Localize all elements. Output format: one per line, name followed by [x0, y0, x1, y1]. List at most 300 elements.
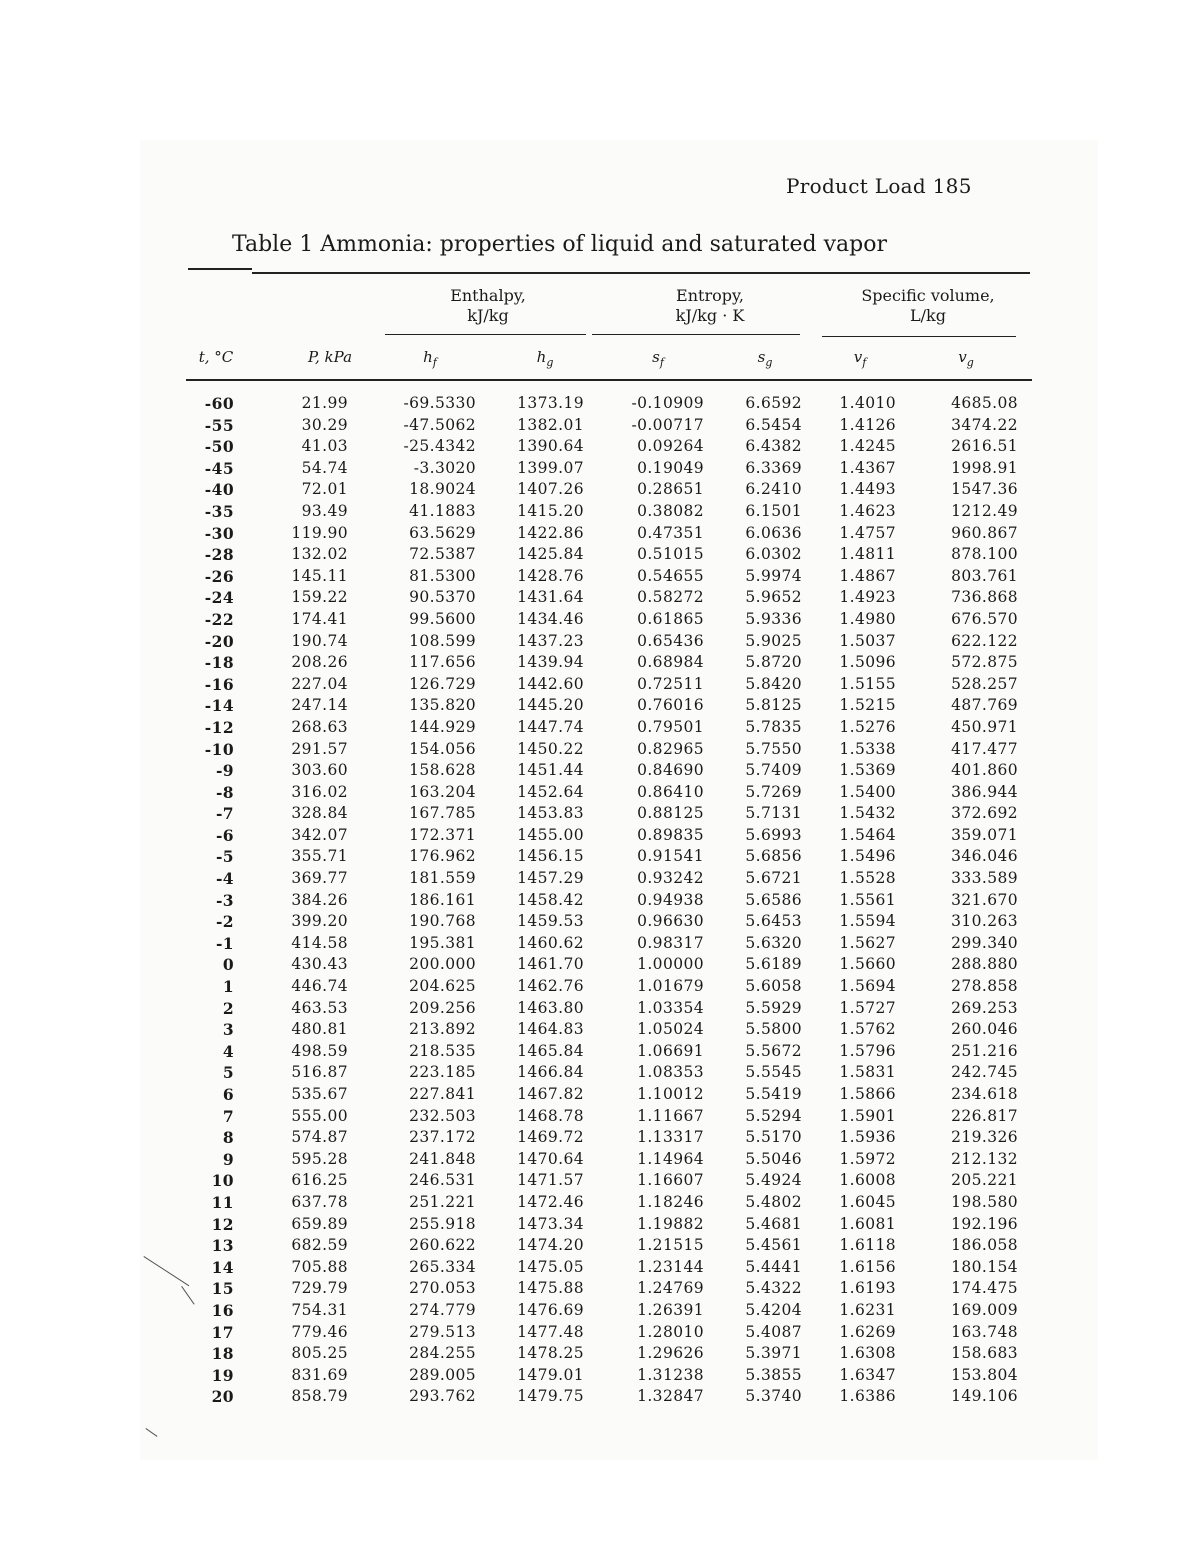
vg-cell: 572.875: [951, 653, 1018, 672]
vf-cell: 1.5155: [839, 674, 896, 693]
hg-cell: 1456.15: [517, 847, 584, 866]
hg-cell: 1477.48: [517, 1322, 584, 1341]
col-sf-subscript: f: [659, 356, 664, 369]
hg-cell: 1466.84: [517, 1063, 584, 1082]
vg-cell: 212.132: [951, 1149, 1018, 1168]
sf-cell: 1.23144: [637, 1257, 704, 1276]
vf-cell: 1.4245: [839, 437, 896, 456]
hg-cell: 1474.20: [517, 1236, 584, 1255]
sf-cell: 0.91541: [637, 847, 704, 866]
vf-cell: 1.6347: [839, 1365, 896, 1384]
table-row: [0, 782, 1200, 804]
vg-cell: 269.253: [951, 998, 1018, 1017]
temperature-cell: -1: [215, 933, 234, 953]
vg-cell: 198.580: [951, 1192, 1018, 1211]
sg-cell: 5.8720: [745, 653, 802, 672]
temperature-cell: -60: [204, 394, 234, 413]
temperature-cell: 10: [211, 1171, 234, 1191]
top-rule-short: [188, 268, 252, 270]
enthalpy-header-unit: kJ/kg: [467, 306, 509, 325]
running-head: Product Load 185: [786, 174, 972, 198]
sf-cell: 0.38082: [637, 501, 704, 520]
sf-cell: 0.58272: [637, 588, 704, 607]
temperature-cell: 1: [222, 977, 234, 997]
sg-cell: 5.7409: [745, 761, 802, 780]
sf-cell: -0.00717: [631, 415, 704, 434]
vf-cell: 1.5464: [839, 825, 896, 844]
pressure-cell: 779.46: [291, 1322, 348, 1341]
sg-cell: 6.3369: [745, 458, 802, 477]
vg-cell: 180.154: [951, 1257, 1018, 1276]
sg-cell: 6.4382: [745, 437, 802, 456]
pressure-cell: 268.63: [291, 717, 348, 736]
vg-cell: 3474.22: [951, 415, 1018, 434]
hf-cell: 246.531: [409, 1171, 476, 1190]
vg-cell: 386.944: [951, 782, 1018, 801]
table-row: [0, 1149, 1200, 1171]
sf-cell: 0.84690: [637, 761, 704, 780]
sf-cell: 0.65436: [637, 631, 704, 650]
vf-cell: 1.6081: [839, 1214, 896, 1233]
vg-cell: 2616.51: [951, 437, 1018, 456]
vg-cell: 4685.08: [951, 394, 1018, 412]
sf-cell: 1.10012: [637, 1085, 704, 1103]
vf-cell: 1.5037: [839, 631, 896, 650]
hg-cell: 1479.01: [517, 1365, 584, 1384]
vf-cell: 1.4623: [839, 501, 896, 520]
temperature-cell: 8: [222, 1128, 234, 1148]
enthalpy-header-name: Enthalpy,: [450, 286, 526, 305]
hf-cell: 90.5370: [409, 588, 476, 607]
table-row: [0, 523, 1200, 545]
entropy-rule: [592, 334, 800, 335]
hg-cell: 1415.20: [517, 501, 584, 520]
temperature-cell: -4: [215, 869, 234, 889]
table-row: [0, 1322, 1200, 1344]
hg-cell: 1453.83: [517, 804, 584, 823]
pressure-cell: 369.77: [291, 869, 348, 888]
temperature-cell: 17: [211, 1322, 234, 1342]
vg-cell: 242.745: [951, 1063, 1018, 1082]
sg-cell: 5.4087: [745, 1322, 802, 1341]
specific-volume-header: [828, 286, 1028, 326]
temperature-cell: -30: [204, 523, 234, 543]
vf-cell: 1.4126: [839, 415, 896, 434]
vf-cell: 1.6156: [839, 1257, 896, 1276]
sg-cell: 5.7835: [745, 717, 802, 736]
vf-cell: 1.5338: [839, 739, 896, 758]
vf-cell: 1.6045: [839, 1192, 896, 1211]
pressure-cell: 208.26: [291, 653, 348, 672]
hf-cell: 218.535: [409, 1041, 476, 1060]
vg-cell: 622.122: [951, 631, 1018, 650]
table-row: [0, 954, 1200, 976]
vg-cell: 288.880: [951, 955, 1018, 974]
hf-cell: 144.929: [409, 717, 476, 736]
pressure-cell: 227.04: [291, 674, 348, 693]
sg-cell: 5.4204: [745, 1300, 802, 1319]
vf-cell: 1.4923: [839, 588, 896, 607]
vg-cell: 1212.49: [951, 501, 1018, 520]
sf-cell: 0.94938: [637, 890, 704, 909]
sg-cell: 5.4561: [745, 1236, 802, 1255]
vf-cell: 1.5866: [839, 1085, 896, 1103]
vf-cell: 1.5496: [839, 847, 896, 866]
hf-cell: 223.185: [409, 1063, 476, 1082]
vf-cell: 1.5594: [839, 912, 896, 931]
pressure-cell: 21.99: [301, 394, 348, 412]
table-row: [0, 1127, 1200, 1149]
pressure-cell: 119.90: [291, 523, 348, 542]
entropy-header-unit: kJ/kg · K: [675, 306, 745, 325]
pressure-cell: 480.81: [291, 1020, 348, 1039]
col-vf: [830, 348, 890, 369]
table-row: [0, 393, 1200, 415]
table-row: [0, 803, 1200, 825]
vg-cell: 417.477: [951, 739, 1018, 758]
sf-cell: 1.19882: [637, 1214, 704, 1233]
sf-cell: 0.28651: [637, 480, 704, 499]
pressure-cell: 682.59: [291, 1236, 348, 1255]
hf-cell: 181.559: [409, 869, 476, 888]
hf-cell: -3.3020: [413, 458, 476, 477]
sf-cell: 0.47351: [637, 523, 704, 542]
sf-cell: 1.26391: [637, 1300, 704, 1319]
pressure-cell: 498.59: [291, 1041, 348, 1060]
table-row: [0, 760, 1200, 782]
temperature-cell: 11: [211, 1192, 234, 1212]
hg-cell: 1475.88: [517, 1279, 584, 1298]
vg-cell: 310.263: [951, 912, 1018, 931]
hg-cell: 1470.64: [517, 1149, 584, 1168]
sg-cell: 5.6320: [745, 933, 802, 952]
hf-cell: 251.221: [409, 1192, 476, 1211]
temperature-cell: 14: [211, 1257, 234, 1277]
table-row: [0, 587, 1200, 609]
temperature-cell: 15: [211, 1279, 234, 1299]
table-row: [0, 998, 1200, 1020]
vg-cell: 226.817: [951, 1106, 1018, 1125]
table-row: [0, 479, 1200, 501]
vf-cell: 1.5901: [839, 1106, 896, 1125]
hg-cell: 1461.70: [517, 955, 584, 974]
temperature-cell: -22: [204, 609, 234, 629]
vg-cell: 153.804: [951, 1365, 1018, 1384]
hf-cell: 289.005: [409, 1365, 476, 1384]
pressure-cell: 41.03: [301, 437, 348, 456]
hg-cell: 1478.25: [517, 1344, 584, 1363]
vg-cell: 736.868: [951, 588, 1018, 607]
vf-cell: 1.5831: [839, 1063, 896, 1082]
hf-cell: 260.622: [409, 1236, 476, 1255]
hf-cell: 108.599: [409, 631, 476, 650]
sg-cell: 6.1501: [745, 501, 802, 520]
hg-cell: 1422.86: [517, 523, 584, 542]
vf-cell: 1.5215: [839, 696, 896, 715]
temperature-cell: -55: [204, 415, 234, 435]
col-pressure: P, kPa: [307, 348, 353, 366]
table-row: [0, 868, 1200, 890]
temperature-cell: 20: [211, 1387, 234, 1407]
hg-cell: 1468.78: [517, 1106, 584, 1125]
vf-cell: 1.4367: [839, 458, 896, 477]
sg-cell: 5.6856: [745, 847, 802, 866]
vg-cell: 260.046: [951, 1020, 1018, 1039]
pressure-cell: 145.11: [291, 566, 348, 585]
temperature-cell: -40: [204, 480, 234, 500]
temperature-cell: 2: [222, 998, 234, 1018]
temperature-cell: 7: [222, 1106, 234, 1126]
sf-cell: 1.16607: [637, 1171, 704, 1190]
sf-cell: 1.29626: [637, 1344, 704, 1363]
table-row: [0, 1386, 1200, 1408]
table-row: [0, 1192, 1200, 1214]
vg-cell: 372.692: [951, 804, 1018, 823]
table-row: [0, 458, 1200, 480]
hg-cell: 1431.64: [517, 588, 584, 607]
hg-cell: 1462.76: [517, 977, 584, 996]
pressure-cell: 30.29: [301, 415, 348, 434]
hg-cell: 1452.64: [517, 782, 584, 801]
hg-cell: 1469.72: [517, 1128, 584, 1147]
hf-cell: 135.820: [409, 696, 476, 715]
sg-cell: 5.6721: [745, 869, 802, 888]
vg-cell: 163.748: [951, 1322, 1018, 1341]
table-row: [0, 933, 1200, 955]
temperature-cell: -9: [215, 761, 234, 781]
vg-cell: 333.589: [951, 869, 1018, 888]
temperature-cell: -3: [215, 890, 234, 910]
vf-cell: 1.6308: [839, 1344, 896, 1363]
hf-cell: 213.892: [409, 1020, 476, 1039]
vg-cell: 158.683: [951, 1344, 1018, 1363]
col-hf-symbol: h: [423, 348, 433, 366]
specific-volume-header-name: Specific volume,: [861, 286, 995, 305]
hg-cell: 1464.83: [517, 1020, 584, 1039]
vf-cell: 1.5432: [839, 804, 896, 823]
hg-cell: 1459.53: [517, 912, 584, 931]
hf-cell: 163.204: [409, 782, 476, 801]
sg-cell: 5.3971: [745, 1344, 802, 1363]
vf-cell: 1.4757: [839, 523, 896, 542]
temperature-cell: -5: [215, 847, 234, 867]
hf-cell: 265.334: [409, 1257, 476, 1276]
hf-cell: 279.513: [409, 1322, 476, 1341]
sf-cell: 0.61865: [637, 609, 704, 628]
temperature-cell: -14: [204, 696, 234, 716]
hf-cell: 186.161: [409, 890, 476, 909]
table-row: [0, 609, 1200, 631]
table-row: [0, 544, 1200, 566]
hf-cell: 284.255: [409, 1344, 476, 1363]
sg-cell: 5.5419: [745, 1085, 802, 1103]
sf-cell: 1.18246: [637, 1192, 704, 1211]
table-row: [0, 739, 1200, 761]
sg-cell: 5.6189: [745, 955, 802, 974]
temperature-cell: -18: [204, 653, 234, 673]
temperature-cell: -10: [204, 739, 234, 759]
hf-cell: 190.768: [409, 912, 476, 931]
hf-cell: 18.9024: [409, 480, 476, 499]
vf-cell: 1.4867: [839, 566, 896, 585]
pressure-cell: 555.00: [291, 1106, 348, 1125]
pressure-cell: 190.74: [291, 631, 348, 650]
table-row: [0, 1278, 1200, 1300]
pressure-cell: 535.67: [291, 1085, 348, 1103]
col-temperature: t, °C: [198, 348, 234, 366]
hf-cell: 270.053: [409, 1279, 476, 1298]
table-row: [0, 652, 1200, 674]
sg-cell: 5.5545: [745, 1063, 802, 1082]
vg-cell: 186.058: [951, 1236, 1018, 1255]
col-vf-subscript: f: [862, 356, 867, 369]
vf-cell: 1.5276: [839, 717, 896, 736]
sg-cell: 5.6058: [745, 977, 802, 996]
vg-cell: 149.106: [951, 1387, 1018, 1406]
vf-cell: 1.5400: [839, 782, 896, 801]
pressure-cell: 831.69: [291, 1365, 348, 1384]
sg-cell: 5.6453: [745, 912, 802, 931]
col-sg-subscript: g: [765, 356, 773, 369]
temperature-cell: -2: [215, 912, 234, 932]
hf-cell: -69.5330: [403, 394, 476, 412]
sg-cell: 5.6993: [745, 825, 802, 844]
hg-cell: 1437.23: [517, 631, 584, 650]
sf-cell: 0.96630: [637, 912, 704, 931]
pressure-cell: 858.79: [291, 1387, 348, 1406]
temperature-cell: -35: [204, 501, 234, 521]
temperature-cell: -26: [204, 566, 234, 586]
hg-cell: 1463.80: [517, 998, 584, 1017]
sf-cell: 1.05024: [637, 1020, 704, 1039]
vg-cell: 219.326: [951, 1128, 1018, 1147]
vg-cell: 346.046: [951, 847, 1018, 866]
hg-cell: 1455.00: [517, 825, 584, 844]
sf-cell: 0.89835: [637, 825, 704, 844]
table-row: [0, 674, 1200, 696]
table-title: Table 1 Ammonia: properties of liquid and saturated vapor: [232, 232, 887, 257]
sg-cell: 6.2410: [745, 480, 802, 499]
specific-volume-header-unit: L/kg: [910, 306, 946, 325]
col-sg: [735, 348, 795, 369]
vf-cell: 1.5694: [839, 977, 896, 996]
vg-cell: 234.618: [951, 1085, 1018, 1103]
hf-cell: 237.172: [409, 1128, 476, 1147]
specific-volume-rule: [822, 336, 1016, 337]
temperature-cell: 13: [211, 1236, 234, 1256]
entropy-header: [612, 286, 808, 326]
table-row: [0, 1019, 1200, 1041]
sg-cell: 5.3855: [745, 1365, 802, 1384]
temperature-cell: 18: [211, 1344, 234, 1364]
hf-cell: 176.962: [409, 847, 476, 866]
vg-cell: 878.100: [951, 545, 1018, 564]
sg-cell: 5.5294: [745, 1106, 802, 1125]
sg-cell: 6.0302: [745, 545, 802, 564]
hg-cell: 1390.64: [517, 437, 584, 456]
pressure-cell: 399.20: [291, 912, 348, 931]
vg-cell: 174.475: [951, 1279, 1018, 1298]
vf-cell: 1.6193: [839, 1279, 896, 1298]
sf-cell: 1.31238: [637, 1365, 704, 1384]
sf-cell: 0.93242: [637, 869, 704, 888]
pressure-cell: 247.14: [291, 696, 348, 715]
pressure-cell: 595.28: [291, 1149, 348, 1168]
hg-cell: 1458.42: [517, 890, 584, 909]
sf-cell: 0.79501: [637, 717, 704, 736]
vf-cell: 1.5561: [839, 890, 896, 909]
hf-cell: 232.503: [409, 1106, 476, 1125]
table-row: [0, 1084, 1200, 1106]
col-hg: [515, 348, 575, 369]
table-row: [0, 825, 1200, 847]
hf-cell: 172.371: [409, 825, 476, 844]
hg-cell: 1382.01: [517, 415, 584, 434]
vg-cell: 960.867: [951, 523, 1018, 542]
pressure-cell: 446.74: [291, 977, 348, 996]
hf-cell: 227.841: [409, 1085, 476, 1103]
temperature-cell: -6: [215, 825, 234, 845]
hf-cell: 117.656: [409, 653, 476, 672]
vf-cell: 1.6269: [839, 1322, 896, 1341]
vf-cell: 1.6231: [839, 1300, 896, 1319]
table-row: [0, 1257, 1200, 1279]
table-row: [0, 566, 1200, 588]
temperature-cell: -45: [204, 458, 234, 478]
hg-cell: 1460.62: [517, 933, 584, 952]
table-row: [0, 1106, 1200, 1128]
hf-cell: 209.256: [409, 998, 476, 1017]
temperature-cell: 12: [211, 1214, 234, 1234]
sg-cell: 5.5672: [745, 1041, 802, 1060]
vf-cell: 1.5369: [839, 761, 896, 780]
vf-cell: 1.5727: [839, 998, 896, 1017]
table-row: [0, 1062, 1200, 1084]
pressure-cell: 355.71: [291, 847, 348, 866]
vf-cell: 1.6118: [839, 1236, 896, 1255]
sg-cell: 5.7131: [745, 804, 802, 823]
sf-cell: 0.68984: [637, 653, 704, 672]
hg-cell: 1465.84: [517, 1041, 584, 1060]
pressure-cell: 328.84: [291, 804, 348, 823]
col-sg-symbol: s: [757, 348, 766, 366]
vg-cell: 359.071: [951, 825, 1018, 844]
pressure-cell: 430.43: [291, 955, 348, 974]
sg-cell: 5.7269: [745, 782, 802, 801]
hg-cell: 1479.75: [517, 1387, 584, 1406]
header-bottom-rule: [186, 379, 1032, 381]
hg-cell: 1425.84: [517, 545, 584, 564]
pressure-cell: 384.26: [291, 890, 348, 909]
vg-cell: 401.860: [951, 761, 1018, 780]
temperature-cell: -16: [204, 674, 234, 694]
hf-cell: 126.729: [409, 674, 476, 693]
vf-cell: 1.4811: [839, 545, 896, 564]
hf-cell: 167.785: [409, 804, 476, 823]
table-row: [0, 436, 1200, 458]
hg-cell: 1472.46: [517, 1192, 584, 1211]
vg-cell: 487.769: [951, 696, 1018, 715]
sg-cell: 5.4681: [745, 1214, 802, 1233]
hf-cell: 99.5600: [409, 609, 476, 628]
sf-cell: 1.03354: [637, 998, 704, 1017]
temperature-cell: -28: [204, 545, 234, 565]
hg-cell: 1457.29: [517, 869, 584, 888]
sf-cell: 0.09264: [637, 437, 704, 456]
col-hf: [400, 348, 460, 369]
col-vg: [936, 348, 996, 369]
vf-cell: 1.4493: [839, 480, 896, 499]
